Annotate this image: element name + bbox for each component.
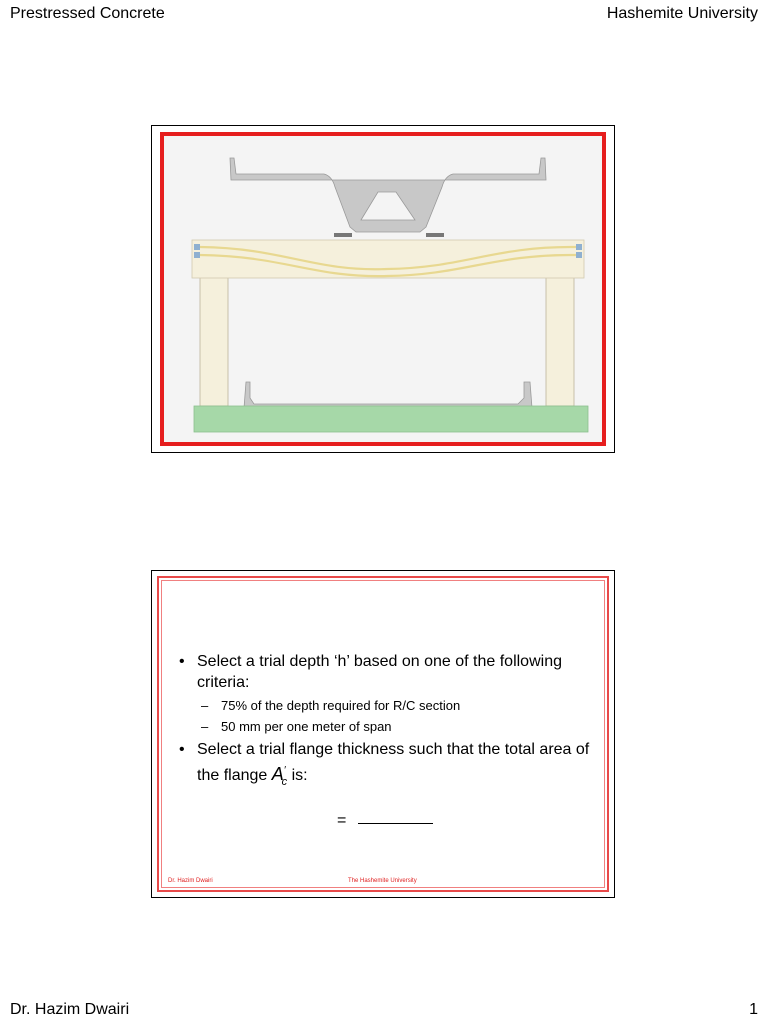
bullet-text-end: is: (287, 767, 308, 784)
header-course-title: Prestressed Concrete (10, 5, 165, 22)
deck-segment (244, 382, 532, 408)
sub-bullet-item (177, 716, 597, 737)
header-university: Hashemite University (606, 5, 758, 22)
bullet-text: Select a trial flange thickness such that the total area of the flange (197, 741, 590, 784)
footer-author: Dr. Hazim Dwairi (10, 1001, 130, 1018)
slide-red-frame (160, 132, 606, 446)
bridge-girder-illustration (164, 136, 604, 444)
ground-base (194, 406, 588, 432)
slide-text (151, 570, 615, 898)
area-symbol: $A'_c$ (271, 764, 288, 788)
bullet-item (177, 651, 597, 693)
anchor-right-top (576, 244, 582, 250)
slide-footer-university: The Hashemite University (348, 878, 417, 884)
page-number: 1 (749, 1001, 758, 1018)
bullet-dot: • (179, 741, 185, 758)
left-support-post (200, 276, 228, 406)
equation-sign: = (337, 812, 347, 829)
sub-bullet-text: 75% of the depth required for R/C section (221, 698, 461, 713)
sub-bullet-dash: – (201, 698, 209, 713)
bullet-item (177, 739, 597, 793)
sub-bullet-dash: – (201, 719, 209, 734)
slide-diagram (151, 125, 615, 453)
anchor-left-top (194, 244, 200, 250)
right-support-post (546, 276, 574, 406)
sub-bullet-text: 50 mm per one meter of span (221, 719, 392, 734)
anchor-right-bottom (576, 252, 582, 258)
bullet-text: Select a trial depth ‘h’ based on one of the following criteria: (197, 653, 562, 691)
bullet-dot: • (179, 653, 185, 670)
anchor-left-bottom (194, 252, 200, 258)
slide-footer-author: Dr. Hazim Dwairi (168, 878, 213, 884)
bearing-left (334, 233, 352, 237)
sub-bullet-item (177, 695, 597, 716)
bullet-list (177, 651, 597, 795)
equation-fraction-line (358, 823, 433, 824)
bearing-right (426, 233, 444, 237)
